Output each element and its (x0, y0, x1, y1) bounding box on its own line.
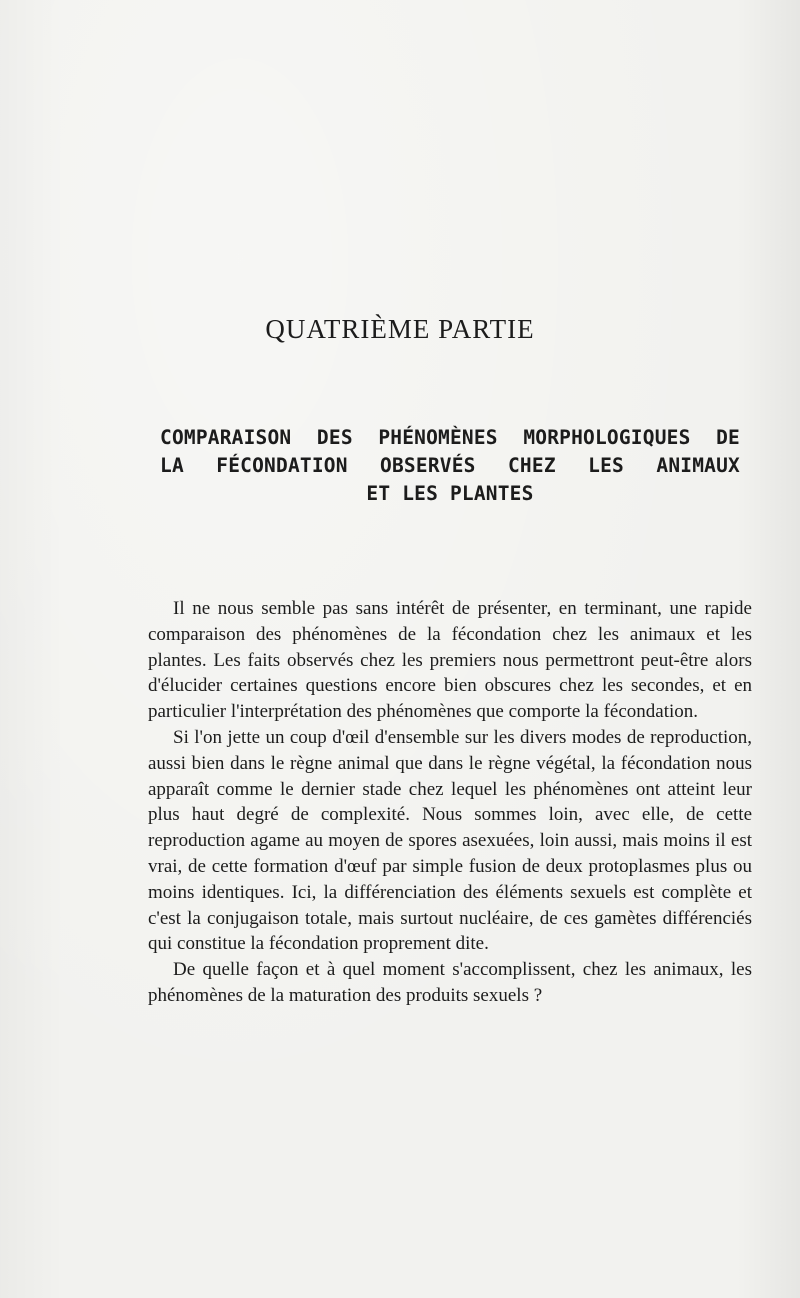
body-text (148, 596, 752, 1009)
paragraph-1: Il ne nous semble pas sans intérêt de présenter, en terminant, une rapide comparaison des phénomènes de la fécondation chez les animaux et les plantes. Les faits observés chez les premiers nous permettront peut-être alors d'élucider certaines questions encore bien obscures chez les secondes, et en particulier l'interprétation des phénomènes que comporte la fécondation. (148, 598, 752, 723)
paragraph-2: Si l'on jette un coup d'œil d'ensemble sur les divers modes de reproduction, aussi bien dans le règne animal que dans le règne végétal, la fécondation nous apparaît comme le dernier stade chez lequel les phénomènes ont atteint leur plus haut degré de complexité. Nous sommes loin, avec elle, de cette reproduction agame au moyen de spores asexuées, loin aussi, mais moins il est vrai, de cette formation d'œuf par simple fusion de deux protoplasmes plus ou moins identiques. Ici, la différenciation des éléments sexuels est complète et c'est la conjugaison totale, mais surtout nucléaire, de ces gamètes différenciés qui constitue la fécondation proprement dite. (148, 726, 752, 955)
chapter-title (160, 424, 740, 508)
chapter-title-line-3: ET LES PLANTES (366, 482, 534, 505)
part-title: QUATRIÈME PARTIE (265, 314, 535, 344)
chapter-title-line-1: COMPARAISON DES PHÉNOMÈNES MORPHOLOGIQUES DE (160, 426, 740, 449)
paragraph-3: De quelle façon et à quel moment s'accomplissent, chez les animaux, les phénomènes de la maturation des produits sexuels ? (148, 959, 752, 1006)
chapter-title-line-2: LA FÉCONDATION OBSERVÉS CHEZ LES ANIMAUX (160, 454, 740, 477)
